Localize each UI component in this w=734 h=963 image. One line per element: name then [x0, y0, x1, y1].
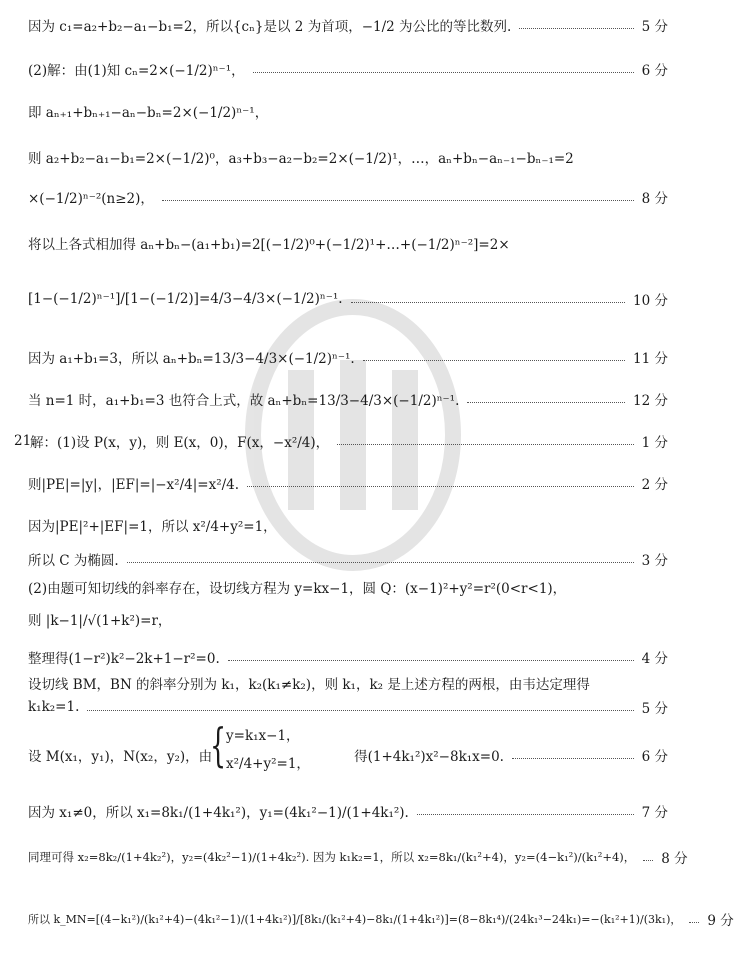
- problem-number: 21.: [14, 433, 36, 449]
- score: 8 分: [641, 191, 668, 207]
- solution-line-9: 当 n=1 时，a₁+b₁=3 也符合上式，故 aₙ+bₙ=13/3−4/3×(−1/2)ⁿ⁻¹. 12 分: [28, 388, 668, 410]
- score: 5 分: [641, 19, 668, 35]
- score: 6 分: [641, 63, 668, 79]
- score: 1 分: [641, 435, 668, 451]
- score: 5 分: [641, 701, 668, 717]
- problem-21-line-6: 则 |k−1|/√(1+k²)=r，: [28, 613, 172, 629]
- solution-line-1: 因为 c₁=a₂+b₂−a₁−b₁=2，所以{cₙ}是以 2 为首项，−1/2 为公比的等比数列. 5 分: [28, 14, 668, 36]
- problem-21-line-11: 因为 x₁≠0，所以 x₁=8k₁/(1+4k₁²)，y₁=(4k₁²−1)/(1+4k₁²). 7 分: [28, 800, 668, 822]
- score: 10 分: [633, 293, 668, 309]
- solution-line-7: [1−(−1/2)ⁿ⁻¹]/[1−(−1/2)]=4/3−4/3×(−1/2)ⁿ⁻¹. 10 分: [28, 291, 668, 309]
- score: 7 分: [641, 805, 668, 821]
- problem-21-line-1: 21. 解：(1)设 P(x，y)，则 E(x，0)，F(x，−x²/4)， 1 分: [14, 433, 668, 451]
- score: 12 分: [633, 393, 668, 409]
- score: 2 分: [641, 477, 668, 493]
- problem-21-line-10: 设 M(x₁，y₁)，N(x₂，y₂)，由 得(1+4k₁²)x²−8k₁x=0. 6 分: [28, 744, 668, 766]
- problem-21-line-12: 同理可得 x₂=8k₂/(1+4k₂²)，y₂=(4k₂²−1)/(1+4k₂²). 因为 k₁k₂=1，所以 x₂=8k₁/(k₁²+4)，y₂=(4−k₁²)/(k₁²+4)， 8 分: [28, 846, 668, 868]
- problem-21-line-3: 因为|PE|²+|EF|=1，所以 x²/4+y²=1，: [28, 519, 277, 535]
- problem-21-line-5: (2)由题可知切线的斜率存在，设切线方程为 y=kx−1，圆 Q：(x−1)²+y²=r²(0<r<1)，: [28, 581, 567, 597]
- problem-21-line-9: k₁k₂=1. 5 分: [28, 699, 668, 717]
- problem-21-line-4: 所以 C 为椭圆. 3 分: [28, 548, 668, 570]
- solution-line-5: ×(−1/2)ⁿ⁻²(n≥2)， 8 分: [28, 186, 668, 208]
- problem-21-line-8: 设切线 BM，BN 的斜率分别为 k₁，k₂(k₁≠k₂)，则 k₁，k₂ 是上述方程的两根，由韦达定理得: [28, 677, 590, 693]
- solution-line-4: 则 a₂+b₂−a₁−b₁=2×(−1/2)⁰，a₃+b₃−a₂−b₂=2×(−1/2)¹，…，aₙ+bₙ−aₙ₋₁−bₙ₋₁=2: [28, 151, 574, 167]
- problem-21-line-2: 则|PE|=|y|，|EF|=|−x²/4|=x²/4. 2 分: [28, 472, 668, 494]
- solution-line-6: 将以上各式相加得 aₙ+bₙ−(a₁+b₁)=2[(−1/2)⁰+(−1/2)¹+…+(−1/2)ⁿ⁻²]=2×: [28, 237, 510, 253]
- score: 9 分: [707, 913, 734, 929]
- solution-line-8: 因为 a₁+b₁=3，所以 aₙ+bₙ=13/3−4/3×(−1/2)ⁿ⁻¹. 11 分: [28, 346, 668, 368]
- solution-line-2: (2)解：由(1)知 cₙ=2×(−1/2)ⁿ⁻¹， 6 分: [28, 58, 668, 80]
- score: 6 分: [641, 749, 668, 765]
- score: 8 分: [661, 851, 688, 867]
- problem-21-line-13: 所以 k_MN=[(4−k₁²)/(k₁²+4)−(4k₁²−1)/(1+4k₁²)]/[8k₁/(k₁²+4)−8k₁/(1+4k₁²)]=(8−8k₁⁴)/(24k₁³−24k₁)=−(k₁²+1)/(3k₁)， 9 分: [28, 908, 668, 930]
- equation-system: { y=k₁x−1， x²/4+y²=1，: [210, 718, 310, 772]
- problem-21-line-7: 整理得(1−r²)k²−2k+1−r²=0. 4 分: [28, 646, 668, 668]
- brace-icon: {: [210, 718, 227, 772]
- score: 11 分: [633, 351, 668, 367]
- solution-line-3: 即 aₙ₊₁+bₙ₊₁−aₙ−bₙ=2×(−1/2)ⁿ⁻¹，: [28, 105, 269, 121]
- score: 3 分: [641, 553, 668, 569]
- score: 4 分: [641, 651, 668, 667]
